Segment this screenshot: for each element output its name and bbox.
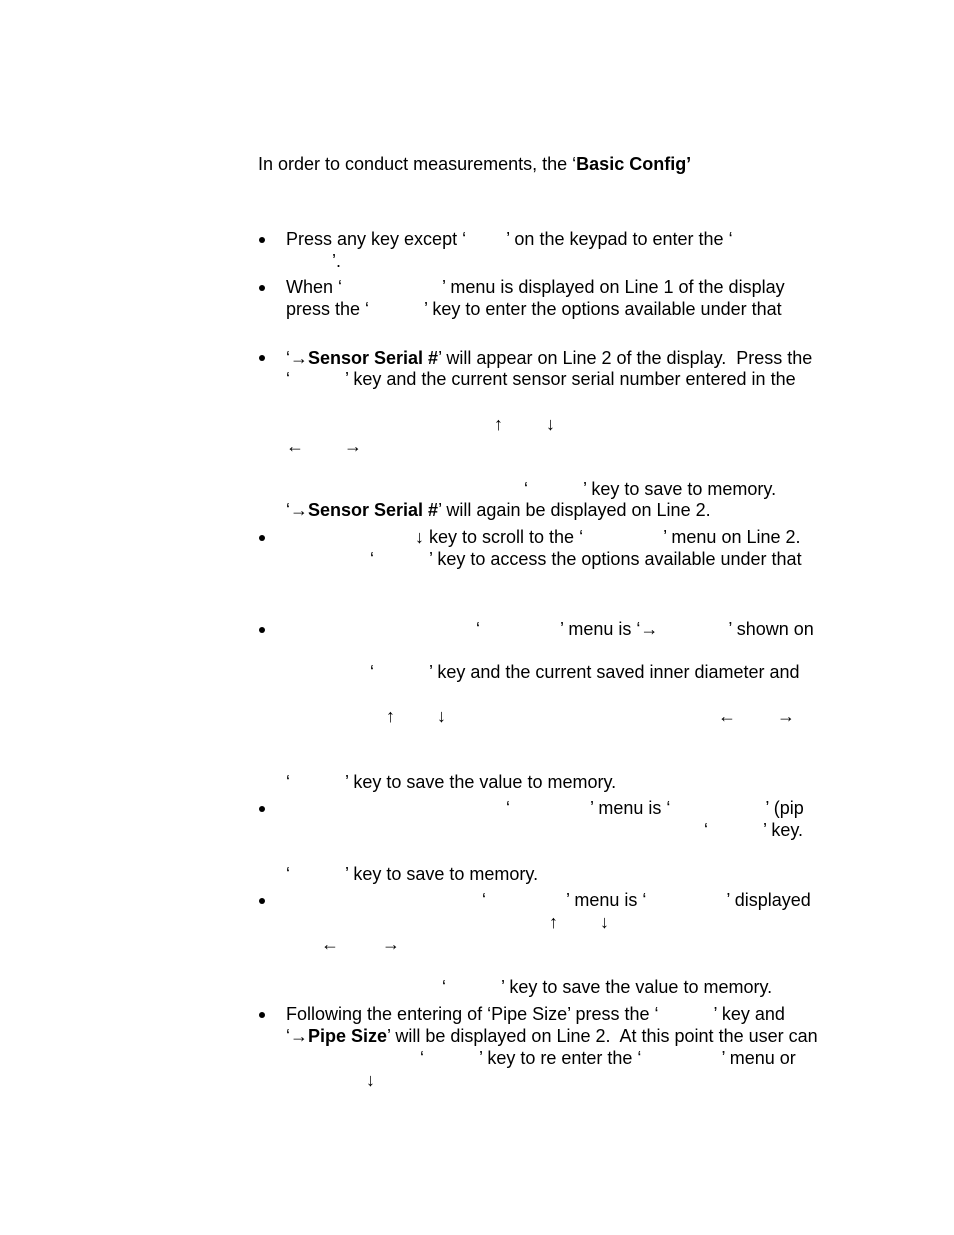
bullet2-line2: press the ‘ ’ key to enter the options available under that bbox=[286, 299, 782, 319]
bullet8-post: ’ will be displayed on Line 2. At this point the user can bbox=[387, 1026, 818, 1046]
bullet-icon bbox=[259, 535, 265, 541]
bullet-icon bbox=[259, 237, 265, 243]
bullet-icon bbox=[259, 355, 265, 361]
again-sensor-serial-label: Sensor Serial # bbox=[308, 500, 439, 520]
arrow-down-icon: ↓ bbox=[546, 414, 555, 434]
bullet5-line2: ‘ ’ key and the current saved inner diameter and bbox=[370, 662, 800, 682]
bullet1-line1: Press any key except ‘ ’ on the keypad to enter the ‘ bbox=[286, 229, 733, 249]
again-line bbox=[286, 499, 711, 521]
bullet3-pre: ‘→ bbox=[286, 348, 308, 368]
arrow-right-icon: → bbox=[382, 934, 400, 954]
arrow-left-icon: ← bbox=[286, 436, 304, 456]
bullet3-line1 bbox=[286, 347, 812, 369]
save-line-2: ‘ ’ key to save the value to memory. bbox=[286, 772, 617, 792]
bullet6-line1: ‘ ’ menu is ‘ ’ (pip bbox=[506, 798, 804, 818]
bullet5-line1: ‘ ’ menu is ‘→ ’ shown on bbox=[476, 619, 814, 639]
bullet3-line2: ‘ ’ key and the current sensor serial number entered in the bbox=[286, 369, 796, 389]
bullet8-line1: Following the entering of ‘Pipe Size’ press the ‘ ’ key and bbox=[286, 1004, 785, 1024]
bullet-icon bbox=[259, 806, 265, 812]
arrow-down-icon: ↓ bbox=[366, 1070, 375, 1090]
again-pre: ‘→ bbox=[286, 500, 308, 520]
again-post: ’ will again be displayed on Line 2. bbox=[438, 500, 711, 520]
arrow-up-icon: ↑ bbox=[494, 414, 503, 434]
arrow-down-icon: ↓ bbox=[600, 912, 609, 932]
bullet4-line2: ‘ ’ key to access the options available under that bbox=[370, 549, 802, 569]
save-line-1: ‘ ’ key to save to memory. bbox=[524, 479, 777, 499]
bullet2-line1: When ‘ ’ menu is displayed on Line 1 of the display bbox=[286, 277, 785, 297]
arrow-up-icon: ↑ bbox=[386, 706, 395, 726]
bullet7-line1: ‘ ’ menu is ‘ ’ displayed bbox=[482, 890, 811, 910]
bullet8-line2 bbox=[286, 1025, 818, 1047]
arrow-right-icon: → bbox=[344, 436, 362, 456]
save-line-3: ‘ ’ key to save to memory. bbox=[286, 864, 539, 884]
bullet1-line2: ’. bbox=[332, 251, 341, 271]
bullet-icon bbox=[259, 1012, 265, 1018]
intro-paragraph bbox=[258, 153, 691, 175]
bullet-icon bbox=[259, 898, 265, 904]
bullet8-pre: ‘→ bbox=[286, 1026, 308, 1046]
arrow-down-icon: ↓ bbox=[437, 706, 446, 726]
arrow-left-icon: ← bbox=[718, 706, 736, 726]
bullet6-line2: ‘ ’ key. bbox=[704, 820, 804, 840]
arrow-left-icon: ← bbox=[321, 934, 339, 954]
bullet-icon bbox=[259, 627, 265, 633]
arrow-right-icon: → bbox=[777, 706, 795, 726]
bullet3-post: ’ will appear on Line 2 of the display. Press the bbox=[438, 348, 813, 368]
intro-bold: Basic Config’ bbox=[576, 154, 692, 174]
arrow-up-icon: ↑ bbox=[549, 912, 558, 932]
pipe-size-label: Pipe Size bbox=[308, 1026, 388, 1046]
intro-text: In order to conduct measurements, the ‘ bbox=[258, 154, 577, 174]
sensor-serial-label: Sensor Serial # bbox=[308, 348, 439, 368]
save-line-4: ‘ ’ key to save the value to memory. bbox=[442, 977, 773, 997]
bullet-icon bbox=[259, 285, 265, 291]
bullet8-line3: ‘ ’ key to re enter the ‘ ’ menu or bbox=[420, 1048, 796, 1068]
bullet4-line1: ↓ key to scroll to the ‘ ’ menu on Line 2. bbox=[415, 527, 801, 547]
